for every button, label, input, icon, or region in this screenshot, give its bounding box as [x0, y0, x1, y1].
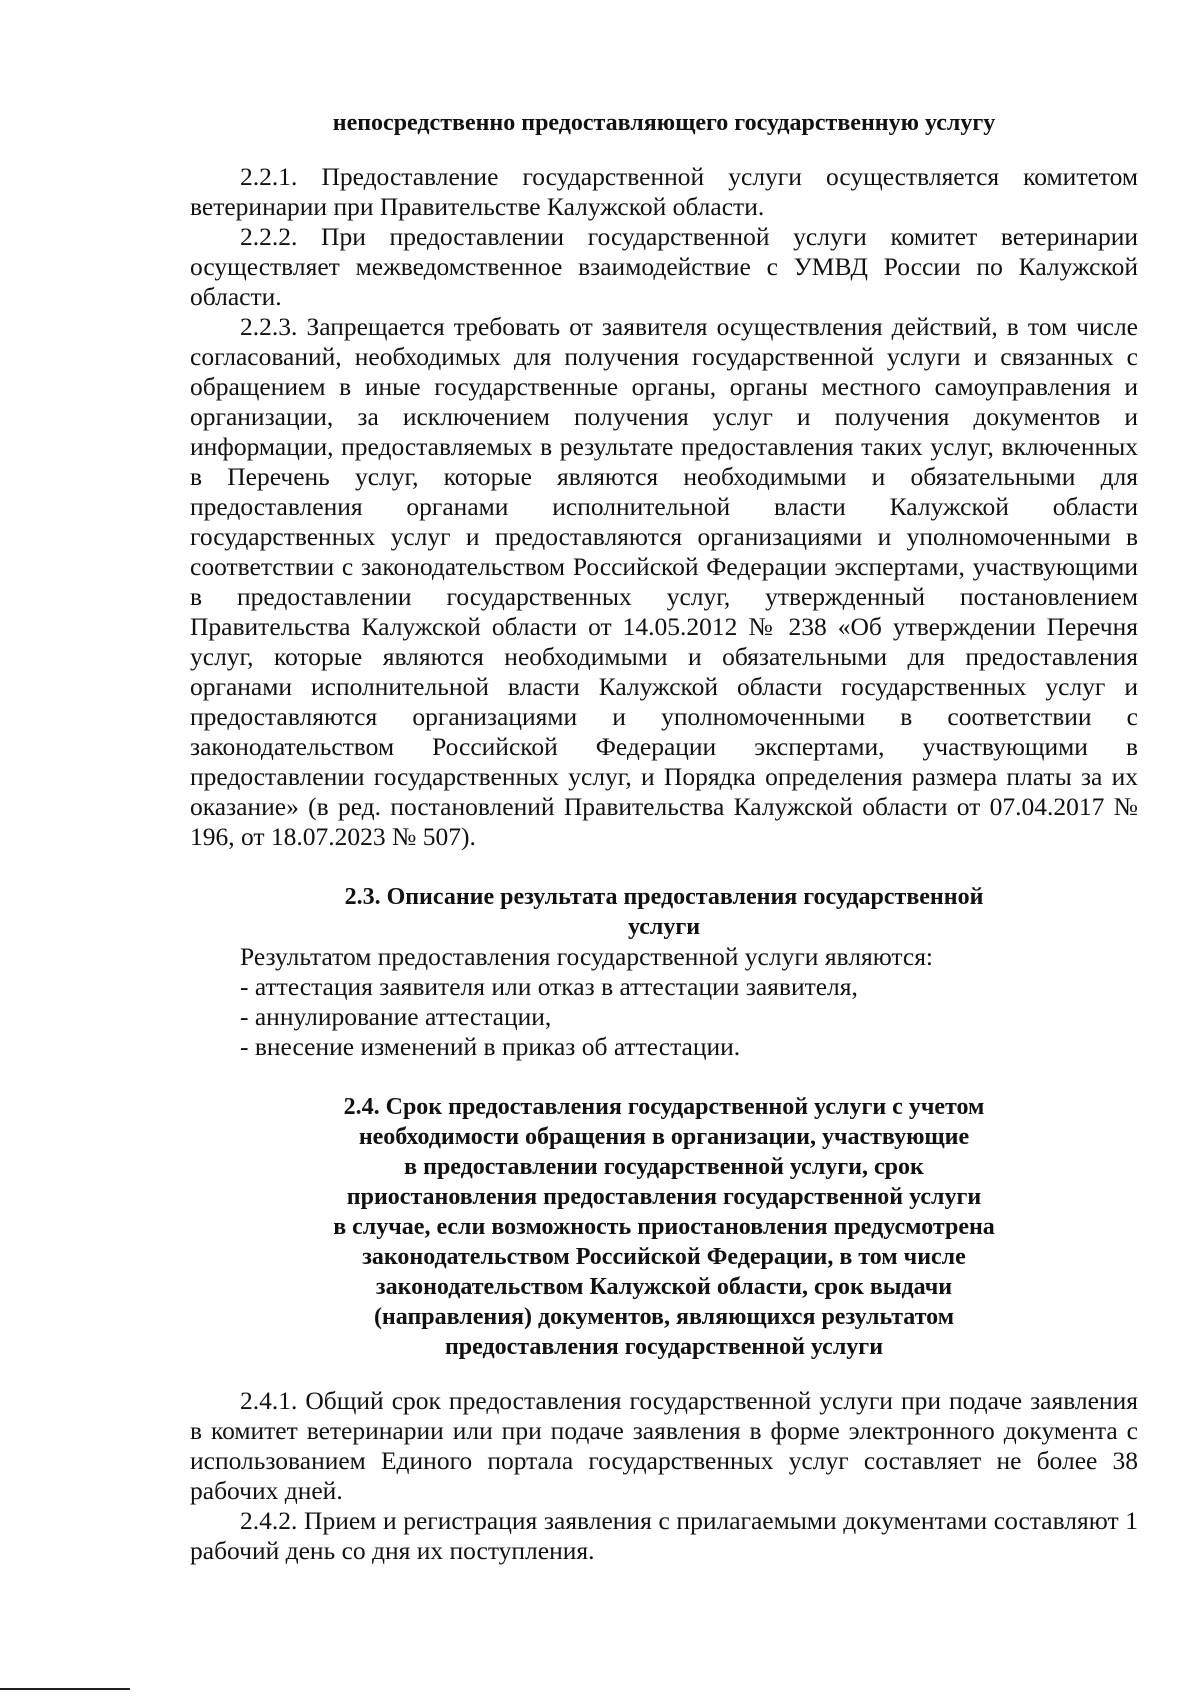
section-2-4-heading [190, 1092, 1138, 1362]
section-2-3-heading-line: услуги [627, 914, 701, 940]
section-2-3-heading-line: 2.3. Описание результата предоставления государственной [344, 884, 984, 910]
section-2-4-heading-line: предоставления государственной услуги [444, 1334, 884, 1360]
paragraph-2-4-1: 2.4.1. Общий срок предоставления государственной услуги при подаче заявления в комитет ветеринарии или при подаче заявления в форме электронного документа с использованием Единого портала государственных услуг составляет не более 38 рабочих дней. [190, 1386, 1138, 1505]
document-page [190, 108, 1138, 1566]
section-2-4-heading-line: в предоставлении государственной услуги, срок [404, 1154, 924, 1180]
spacer [190, 852, 1138, 882]
section-2-4-heading-line: приостановления предоставления государственной услуги [346, 1184, 982, 1210]
section-2-3-heading [190, 882, 1138, 942]
list-item: - аннулирование аттестации, [240, 1002, 552, 1031]
section-2-3-intro: Результатом предоставления государственной услуги являются: [240, 942, 934, 971]
heading-top: непосредственно предоставляющего государственную услугу [332, 110, 996, 136]
footnote-divider [0, 1688, 130, 1690]
paragraph-2-2-3: 2.2.3. Запрещается требовать от заявителя осуществления действий, в том числе согласований, необходимых для получения государственной услуги и связанных с обращением в иные государственные органы, органы местного самоуправления и организации, за исключением получения услуг и получения документов и информации, предоставляемых в результате предоставления таких услуг, включенных в Перечень услуг, которые являются необходимыми и обязательными для предоставления органами исполнительной власти Калужской области государственных услуг и предоставляются организациями и уполномоченными в соответствии с законодательством Российской Федерации экспертами, участвующими в предоставлении государственных услуг, утвержденный постановлением Правительства Калужской области от 14.05.2012 № 238 «Об утверждении Перечня услуг, которые являются необходимыми и обязательными для предоставления органами исполнительной власти Калужской области государственных услуг и предоставляются организациями и уполномоченными в соответствии с законодательством Российской Федерации экспертами, участвующими в предоставлении государственных услуг, и Порядка определения размера платы за их оказание» (в ред. постановлений Правительства Калужской области от 07.04.2017 № 196, от 18.07.2023 № 507). [190, 312, 1138, 851]
section-2-4-heading-line: (направления) документов, являющихся результатом [373, 1304, 955, 1330]
spacer [190, 1062, 1138, 1092]
paragraph-2-4-2: 2.4.2. Прием и регистрация заявления с прилагаемыми документами составляют 1 рабочий день со дня их поступления. [190, 1506, 1138, 1565]
section-2-4-heading-line: необходимости обращения в организации, участвующие [358, 1124, 970, 1150]
section-2-3 [190, 882, 1138, 1062]
paragraph-2-2-1: 2.2.1. Предоставление государственной услуги осуществляется комитетом ветеринарии при Правительстве Калужской области. [190, 162, 1138, 221]
paragraph-2-2-2: 2.2.2. При предоставлении государственной услуги комитет ветеринарии осуществляет межведомственное взаимодействие с УМВД России по Калужской области. [190, 222, 1138, 311]
list-item: - внесение изменений в приказ об аттестации. [240, 1032, 741, 1061]
section-2-4-heading-line: в случае, если возможность приостановления предусмотрена [333, 1214, 995, 1240]
list-item: - аттестация заявителя или отказ в аттестации заявителя, [240, 972, 858, 1001]
section-2-4-heading-line: законодательством Калужской области, срок выдачи [375, 1274, 953, 1300]
section-2-4-heading-line: 2.4. Срок предоставления государственной услуги с учетом [343, 1094, 985, 1120]
section-2-4 [190, 1092, 1138, 1566]
section-2-2 [190, 162, 1138, 852]
section-2-4-heading-line: законодательством Российской Федерации, в том числе [362, 1244, 966, 1270]
